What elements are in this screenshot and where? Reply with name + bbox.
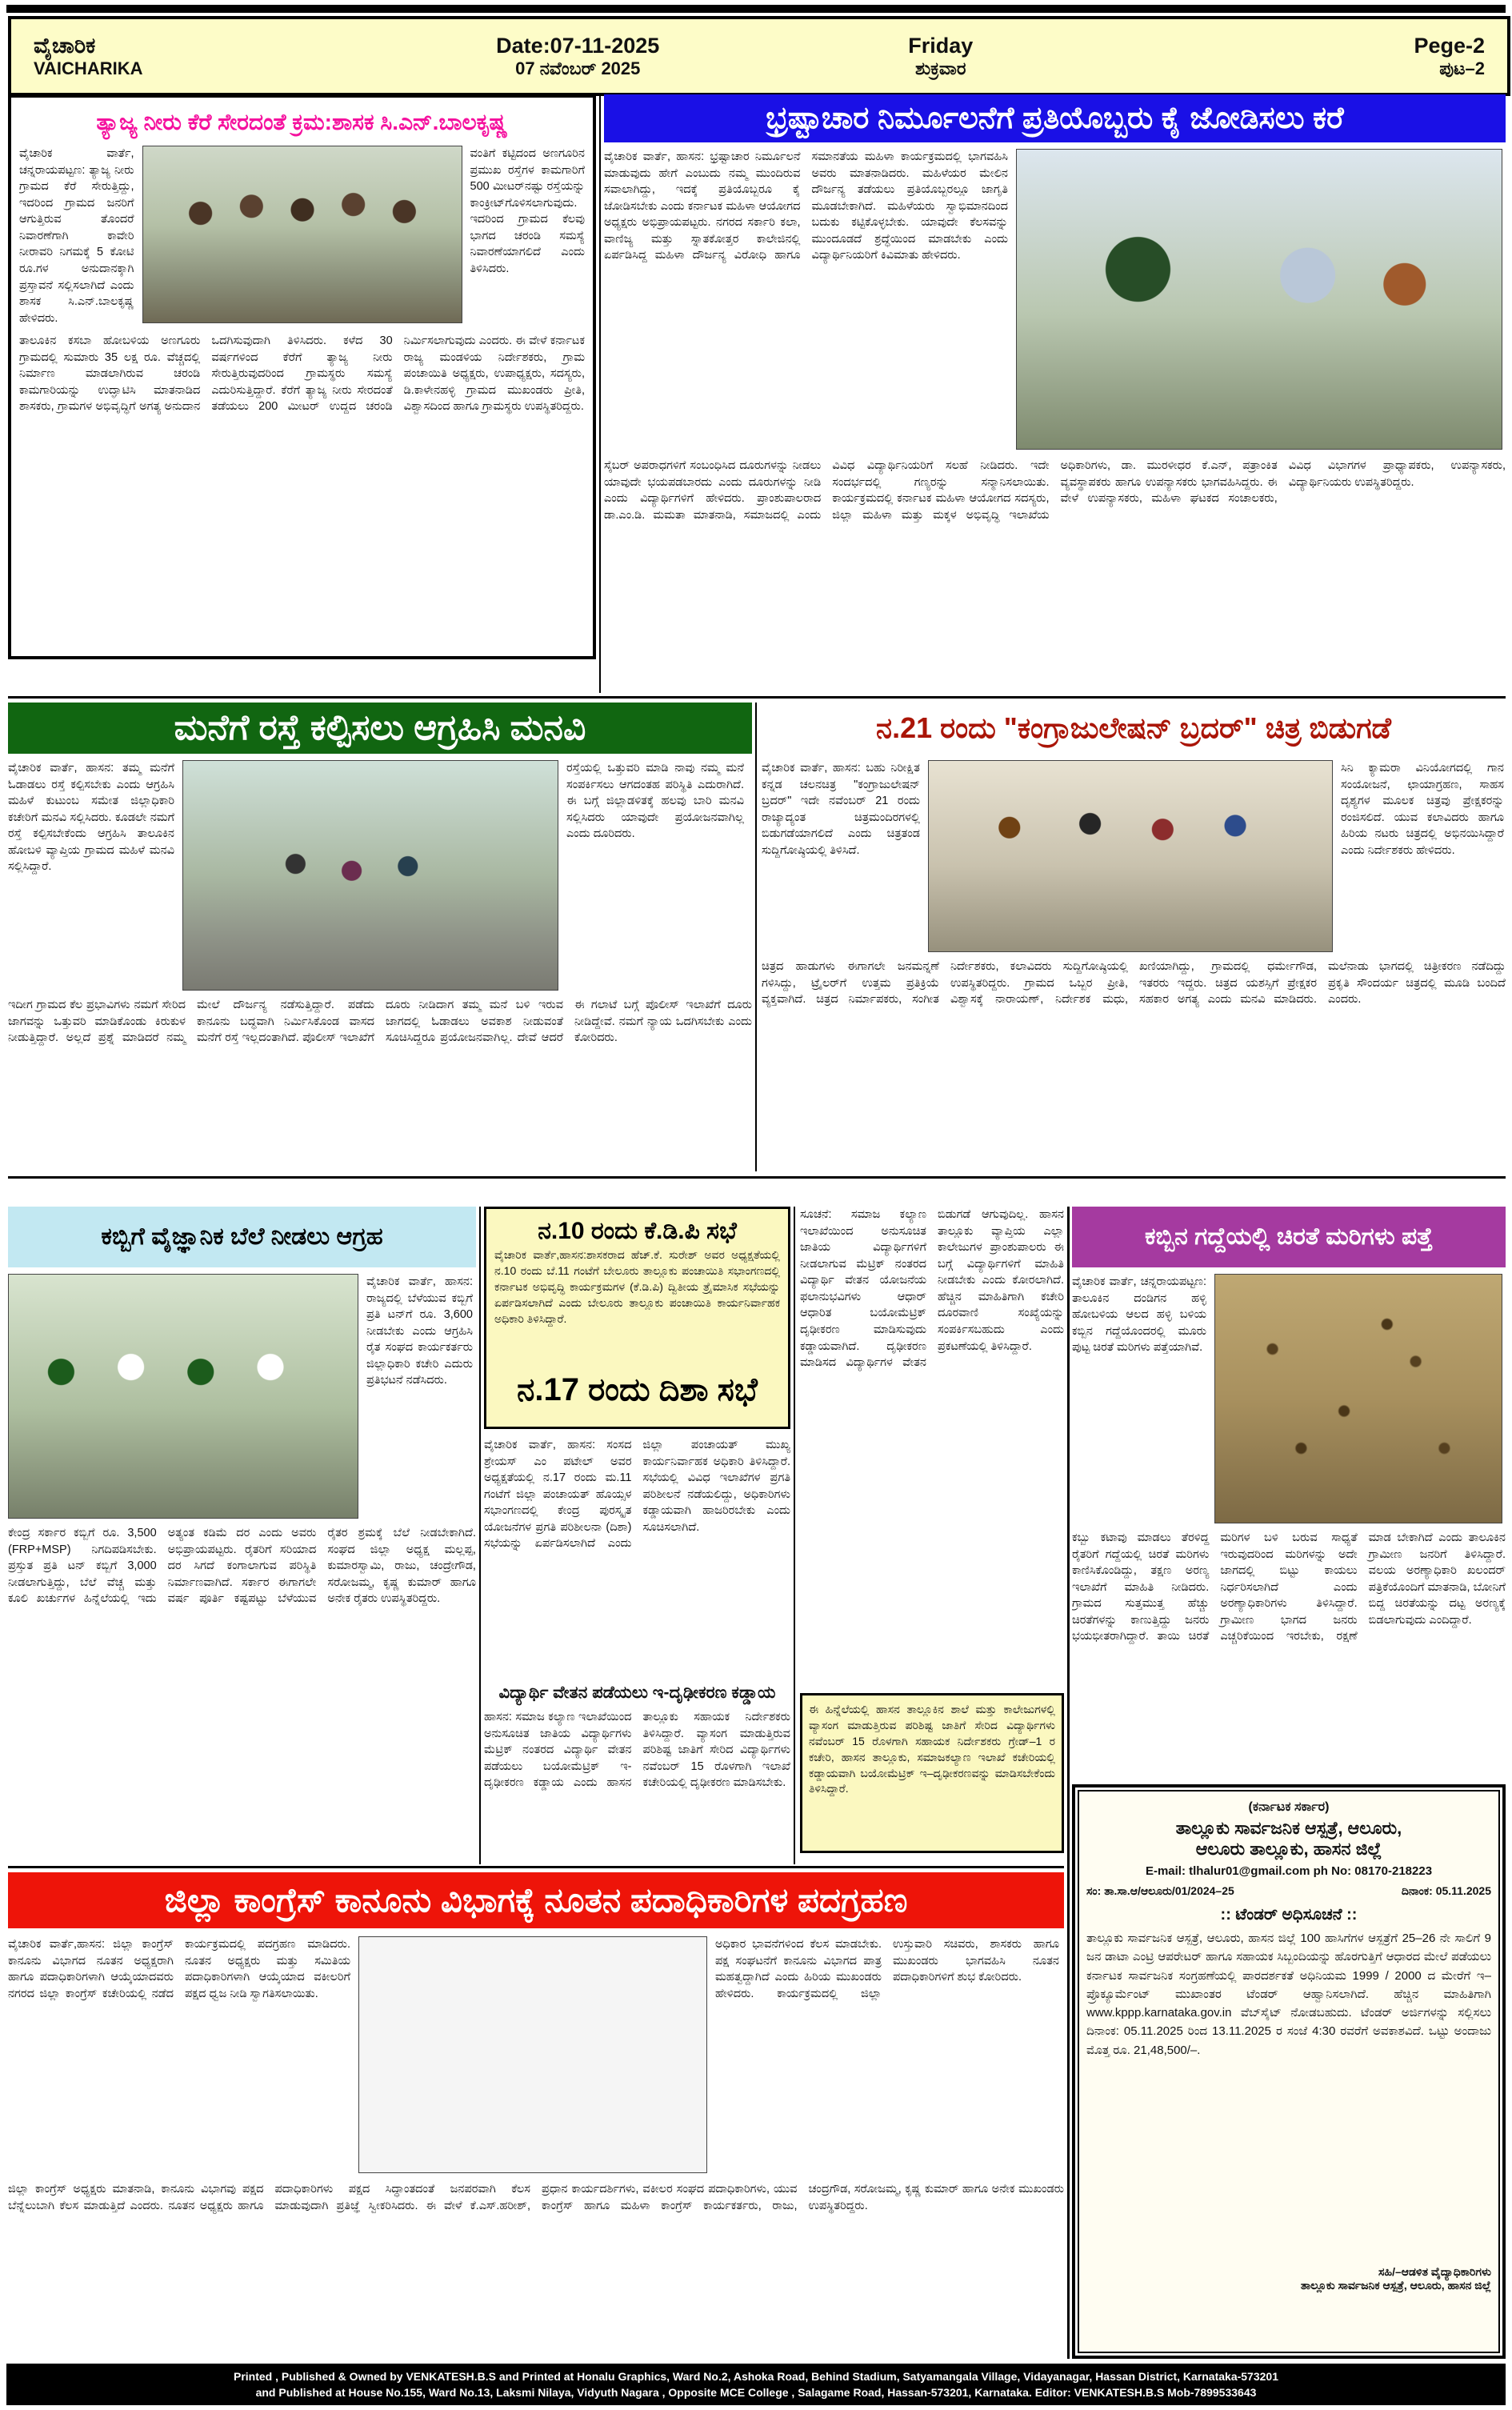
disha-meeting-body: ವೈಚಾರಿಕ ವಾರ್ತೆ, ಹಾಸನ: ಸಂಸದ ಶ್ರೇಯಸ್ ಎಂ ಪಟೇಲ್ ಅವರ ಅಧ್ಯಕ್ಷತೆಯಲ್ಲಿ ನ.17 ರಂದು ಮ.11 ಗಂಟೆಗೆ ಜಿಲ್ಲಾ ಪಂಚಾಯತ್ ಹೊಯ್ಸಳ ಸಭಾಂಗಣದಲ್ಲಿ ಕೇಂದ್ರ ಪುರಸ್ಕೃತ ಯೋಜನೆಗಳ ಪ್ರಗತಿ ಪರಿಶೀಲನಾ (ದಿಶಾ) ಸಭೆಯನ್ನು ಏರ್ಪಡಿಸಲಾಗಿದೆ ಎಂದು ಜಿಲ್ಲಾ ಪಂಚಾಯತ್ ಮುಖ್ಯ ಕಾರ್ಯನಿರ್ವಾಹಕ ಅಧಿಕಾರಿ ತಿಳಿಸಿದ್ದಾರೆ. ಸಭೆಯಲ್ಲಿ ವಿವಿಧ ಇಲಾಖೆಗಳ ಪ್ರಗತಿ ಪರಿಶೀಲನೆ ನಡೆಯಲಿದ್ದು, ಅಧಿಕಾರಿಗಳು ಕಡ್ಡಾಯವಾಗಿ ಹಾಜರಿರಬೇಕು ಎಂದು ಸೂಚಿಸಲಾಗಿದೆ. — [484, 1439, 790, 1551]
tender-date: ದಿನಾಂಕ: 05.11.2025 — [1401, 1884, 1491, 1897]
imprint-line-2: and Published at House No.155, Ward No.13, Laksmi Nilaya, Vidyuth Nagara , Opposite MCE College , Salagame Road, Hassan-573201, Karnataka. Editor: VENKATESH.B.S Mob-7899533643 — [255, 2386, 1257, 2399]
top-rule — [6, 5, 1506, 13]
pagenum-kannada: ಪುಟ–2 — [1439, 58, 1485, 78]
article-corruption-body: ಸೈಬರ್ ಅಪರಾಧಗಳಿಗೆ ಸಂಬಂಧಿಸಿದ ದೂರುಗಳನ್ನು ನೀಡಲು ಯಾವುದೇ ಭಯಪಡಬಾರದು ಎಂದು ದೂರುಗಳನ್ನು ನೀಡಿ ಎಂದು ವಿದ್ಯಾರ್ಥಿಗಳಿಗೆ ಹೇಳಿದರು. ಪ್ರಾಂಶುಪಾಲರಾದ ಡಾ.ಎಂ.ಡಿ. ಮಮತಾ ಮಾತನಾಡಿ, ಸಮಾಜದಲ್ಲಿ ಎಂದು ವಿವಿಧ ವಿದ್ಯಾರ್ಥಿನಿಯರಿಗೆ ಸಲಹೆ ನೀಡಿದರು. ಇದೇ ಸಂದರ್ಭದಲ್ಲಿ ಗಣ್ಯರನ್ನು ಸನ್ಮಾನಿಸಲಾಯಿತು. ಕಾರ್ಯಕ್ರಮದಲ್ಲಿ ಕರ್ನಾಟಕ ಮಹಿಳಾ ಆಯೋಗದ ಸದಸ್ಯರು, ಜಿಲ್ಲಾ ಮಹಿಳಾ ಮತ್ತು ಮಕ್ಕಳ ಅಭಿವೃದ್ಧಿ ಇಲಾಖೆಯ ಅಧಿಕಾರಿಗಳು, ಡಾ. ಮುರಳೀಧರ ಕೆ.ಎನ್, ಪತ್ರಾಂಕಿತ ವ್ಯವಸ್ಥಾಪಕರು ಹಾಗೂ ಉಪನ್ಯಾಸಕರು ಭಾಗವಹಿಸಿದ್ದರು. ಈ ವೇಳೆ ಉಪನ್ಯಾಸಕರು, ಮಹಿಳಾ ಘಟಕದ ಸಂಚಾಲಕರು, ವಿವಿಧ ವಿಭಾಗಗಳ ಪ್ರಾಧ್ಯಾಪಕರು, ಉಪನ್ಯಾಸಕರು, ವಿದ್ಯಾರ್ಥಿನಿಯರು ಉಪಸ್ಥಿತರಿದ್ದರು. — [604, 459, 1506, 522]
pagenum-english: Pege-2 — [1414, 33, 1485, 58]
masthead-pagenum — [1122, 34, 1508, 78]
article-movie-release-body: ಚಿತ್ರದ ಹಾಡುಗಳು ಈಗಾಗಲೇ ಜನಮನ್ನಣೆ ಗಳಿಸಿದ್ದು, ಟ್ರೈಲರ್‌ಗೆ ಉತ್ತಮ ಪ್ರತಿಕ್ರಿಯೆ ವ್ಯಕ್ತವಾಗಿದೆ. ಚಿತ್ರದ ನಿರ್ಮಾಪಕರು, ಸಂಗೀತ ನಿರ್ದೇಶಕರು, ಕಲಾವಿದರು ಸುದ್ದಿಗೋಷ್ಠಿಯಲ್ಲಿ ಉಪಸ್ಥಿತರಿದ್ದರು. ಗ್ರಾಮದ ಒಬ್ಬರ ಪ್ರೀತಿ, ವಿಶ್ವಾಸಕ್ಕೆ ನಾರಾಯಣ್, ನಿರ್ದೇಶಕ ಮಧು, ಖಣಿಯಾಗಿದ್ದು, ಗ್ರಾಮದಲ್ಲಿ ಧರ್ಮೇಗೌಡ, ಇತರರು ಇದ್ದರು. ಚಿತ್ರದ ಯಶಸ್ಸಿಗೆ ಪ್ರೇಕ್ಷಕರ ಸಹಕಾರ ಅಗತ್ಯ ಎಂದು ಮನವಿ ಮಾಡಿದರು. ಮಲೆನಾಡು ಭಾಗದಲ್ಲಿ ಚಿತ್ರೀಕರಣ ನಡೆದಿದ್ದು ಪ್ರಕೃತಿ ಸೌಂದರ್ಯ ಚಿತ್ರದಲ್ಲಿ ಮೂಡಿ ಬಂದಿದೆ ಎಂದರು. — [762, 960, 1506, 1007]
article-scholarship-cont — [800, 1207, 1064, 1864]
date-english: Date:07-11-2025 — [496, 33, 660, 58]
kdp-meeting-headline: ನ.10 ರಂದು ಕೆ.ಡಿ.ಪಿ ಸಭೆ — [538, 1218, 737, 1244]
tender-signature-2: ತಾಲ್ಲೂಕು ಸಾರ್ವಜನಿಕ ಆಸ್ಪತ್ರೆ, ಆಲೂರು, ಹಾಸನ ಜಿಲ್ಲೆ — [1300, 2279, 1491, 2292]
notice-kdp-disha-box — [484, 1207, 790, 1429]
tender-body: ತಾಲ್ಲೂಕು ಸಾರ್ವಜನಿಕ ಆಸ್ಪತ್ರೆ, ಆಲೂರು, ಹಾಸನ ಜಿಲ್ಲೆ 100 ಹಾಸಿಗೆಗಳ ಆಸ್ಪತ್ರೆಗೆ 25–26 ನೇ ಸಾಲಿಗೆ 9 ಜನ ಡಾಟಾ ಎಂಟ್ರಿ ಆಪರೇಟರ್ ಹಾಗೂ ಸಹಾಯಕ ಸಿಬ್ಬಂದಿಯನ್ನು ಹೊರಗುತ್ತಿಗೆ ಆಧಾರದ ಮೇಲೆ ಪಡೆಯಲು ಕರ್ನಾಟಕ ಸಾರ್ವಜನಿಕ ಸಂಗ್ರಹಣೆಯಲ್ಲಿ ಪಾರದರ್ಶಕತೆ ಅಧಿನಿಯಮ 1999 / 2000 ದ ಮೇರೆಗೆ ಇ–ಪ್ರೊಕ್ಯೂರ್ಮೆಂಟ್ ಮುಖಾಂತರ ಟೆಂಡರ್ ಆಹ್ವಾನಿಸಲಾಗಿದೆ. ಹೆಚ್ಚಿನ ಮಾಹಿತಿಗಾಗಿ www.kppp.karnataka.gov.in ವೆಬ್‌ಸೈಟ್ ನೋಡಬಹುದು. ಟೆಂಡರ್ ಅರ್ಜಿಗಳನ್ನು ಸಲ್ಲಿಸಲು ದಿನಾಂಕ: 05.11.2025 ರಿಂದ 13.11.2025 ರ ಸಂಜೆ 4:30 ರವರೆಗೆ ಅವಕಾಶವಿದೆ. ಒಟ್ಟು ಅಂದಾಜು ಮೊತ್ತ ರೂ. 21,48,500/–. — [1086, 1932, 1491, 2057]
article-movie-release-headline: ನ.21 ರಂದು "ಕಂಗ್ರಾಜುಲೇಷನ್ ಬ್ರದರ್" ಚಿತ್ರ ಬಿಡುಗಡೆ — [762, 703, 1506, 754]
tender-title: :: ಟೆಂಡರ್ ಅಧಿಸೂಚನೆ :: — [1220, 1906, 1358, 1924]
article-leopard-lead: ವೈಚಾರಿಕ ವಾರ್ತೆ, ಚನ್ನರಾಯಪಟ್ಟಣ: ತಾಲೂಕಿನ ದಂಡಿಗನ ಹಳ್ಳಿ ಹೋಬಳಿಯ ಆಲದ ಹಳ್ಳಿ ಬಳಿಯ ಕಬ್ಬಿನ ಗದ್ದೆಯೊಂದರಲ್ಲಿ ಮೂರು ಪುಟ್ಟ ಚಿರತೆ ಮರಿಗಳು ಪತ್ತೆಯಾಗಿವೆ. — [1072, 1275, 1206, 1355]
photo-flag-handover — [358, 1936, 707, 2173]
tender-signature-1: ಸಹಿ/–ಆಡಳಿತ ವೈದ್ಯಾಧಿಕಾರಿಗಳು — [1378, 2265, 1491, 2278]
scholarship-cont-body: ಸೂಚನೆ: ಸಮಾಜ ಕಲ್ಯಾಣ ಇಲಾಖೆಯಿಂದ ಅನುಸೂಚಿತ ಜಾತಿಯ ವಿದ್ಯಾರ್ಥಿಗಳಿಗೆ ನೀಡಲಾಗುವ ಮೆಟ್ರಿಕ್ ನಂತರದ ವಿದ್ಯಾರ್ಥಿ ವೇತನ ಯೋಜನೆಯ ಫಲಾನುಭವಿಗಳು ಆಧಾರ್ ಆಧಾರಿತ ಬಯೋಮೆಟ್ರಿಕ್ ದೃಢೀಕರಣ ಮಾಡಿಸುವುದು ಕಡ್ಡಾಯವಾಗಿದೆ. ದೃಢೀಕರಣ ಮಾಡಿಸದ ವಿದ್ಯಾರ್ಥಿಗಳ ವೇತನ ಬಿಡುಗಡೆ ಆಗುವುದಿಲ್ಲ. ಹಾಸನ ತಾಲ್ಲೂಕು ವ್ಯಾಪ್ತಿಯ ಎಲ್ಲಾ ಕಾಲೇಜುಗಳ ಪ್ರಾಂಶುಪಾಲರು ಈ ಬಗ್ಗೆ ವಿದ್ಯಾರ್ಥಿಗಳಿಗೆ ಮಾಹಿತಿ ನೀಡಬೇಕು ಎಂದು ಕೋರಲಾಗಿದೆ. ಹೆಚ್ಚಿನ ಮಾಹಿತಿಗಾಗಿ ಕಚೇರಿ ದೂರವಾಣಿ ಸಂಖ್ಯೆಯನ್ನು ಸಂಪರ್ಕಿಸಬಹುದು ಎಂದು ಪ್ರಕಟಣೆಯಲ್ಲಿ ತಿಳಿಸಿದ್ದಾರೆ. — [800, 1208, 1064, 1370]
imprint-line-1: Printed , Published & Owned by VENKATESH.B.S and Printed at Honalu Graphics, Ward No.2, Ashoka Road, Behind Stadium, Satyamangala Village, Vidayanagar, Hassan District, Karnataka-573201 — [234, 2370, 1278, 2383]
article-road-request-col-left: ವೈಚಾರಿಕ ವಾರ್ತೆ, ಹಾಸನ: ತಮ್ಮ ಮನೆಗೆ ಓಡಾಡಲು ರಸ್ತೆ ಕಲ್ಪಿಸಬೇಕು ಎಂದು ಆಗ್ರಹಿಸಿ ಮಹಿಳೆ ಕುಟುಂಬ ಸಮೇತ ಜಿಲ್ಲಾಧಿಕಾರಿ ಕಚೇರಿಗೆ ಮನವಿ ಸಲ್ಲಿಸಿದರು. ಕೂಡಲೇ ನಮಗೆ ರಸ್ತೆ ಕಲ್ಪಿಸಬೇಕೆಂದು ಆಗ್ರಹಿಸಿ ತಾಲೂಕಿನ ಹೋಬಳಿ ವ್ಯಾಪ್ತಿಯ ಗ್ರಾಮದ ಮಹಿಳೆ ಮನವಿ ಸಲ್ಲಿಸಿದ್ದಾರೆ. — [8, 762, 174, 874]
article-leopard-headline: ಕಬ್ಬಿನ ಗದ್ದೆಯಲ್ಲಿ ಚಿರತೆ ಮರಿಗಳು ಪತ್ತೆ — [1072, 1207, 1506, 1267]
scholarship-highlight-box: ಈ ಹಿನ್ನೆಲೆಯಲ್ಲಿ ಹಾಸನ ತಾಲ್ಲೂಕಿನ ಶಾಲೆ ಮತ್ತು ಕಾಲೇಜುಗಳಲ್ಲಿ ವ್ಯಾಸಂಗ ಮಾಡುತ್ತಿರುವ ಪರಿಶಿಷ್ಟ ಜಾತಿಗೆ ಸೇರಿದ ವಿದ್ಯಾರ್ಥಿಗಳು ನವೆಂಬರ್ 15 ರೊಳಗಾಗಿ ಸಹಾಯಕ ನಿರ್ದೇಶಕರು ಗ್ರೇಡ್–1 ರ ಕಚೇರಿ, ಹಾಸನ ತಾಲ್ಲೂಕು, ಸಮಾಜಕಲ್ಯಾಣ ಇಲಾಖೆ ಕಚೇರಿಯಲ್ಲಿ ಕಡ್ಡಾಯವಾಗಿ ಬಯೋಮೆಟ್ರಿಕ್ ಇ–ದೃಢೀಕರಣವನ್ನು ಮಾಡಿಸಬೇಕೆಂದು ತಿಳಿಸಿದ್ದಾರೆ. — [800, 1693, 1064, 1853]
article-movie-release — [762, 703, 1506, 1171]
article-sugarcane — [8, 1207, 476, 1864]
column-divider — [1067, 1207, 1070, 2359]
article-road-request-headline: ಮನೆಗೆ ರಸ್ತೆ ಕಲ್ಪಿಸಲು ಆಗ್ರಹಿಸಿ ಮನವಿ — [8, 703, 752, 754]
kdp-meeting-body: ವೈಚಾರಿಕ ವಾರ್ತೆ,ಹಾಸನ:ಶಾಸಕರಾದ ಹೆಚ್.ಕೆ. ಸುರೇಶ್ ಅವರ ಅಧ್ಯಕ್ಷತೆಯಲ್ಲಿ ನ.10 ರಂದು ಬೆ.11 ಗಂಟೆಗೆ ಬೇಲೂರು ತಾಲ್ಲೂಕು ಪಂಚಾಯಿತಿ ಸಭಾಂಗಣದಲ್ಲಿ ಕರ್ನಾಟಕ ಅಭಿವೃದ್ಧಿ ಕಾರ್ಯಕ್ರಮಗಳ (ಕೆ.ಡಿ.ಪಿ) ದ್ವಿತೀಯ ತ್ರೈಮಾಸಿಕ ಸಭೆಯನ್ನು ಏರ್ಪಡಿಸಲಾಗಿದೆ ಎಂದು ಬೇಲೂರು ತಾಲ್ಲೂಕು ಪಂಚಾಯಿತಿ ಕಾರ್ಯನಿರ್ವಾಹಕ ಅಧಿಕಾರಿ ತಿಳಿಸಿದ್ದಾರೆ. — [494, 1248, 780, 1325]
day-kannada: ಶುಕ್ರವಾರ — [915, 58, 966, 78]
article-congress-col-left: ವೈಚಾರಿಕ ವಾರ್ತೆ,ಹಾಸನ: ಜಿಲ್ಲಾ ಕಾಂಗ್ರೆಸ್ ಕಾನೂನು ವಿಭಾಗದ ನೂತನ ಅಧ್ಯಕ್ಷರಾಗಿ ಹಾಗೂ ಪದಾಧಿಕಾರಿಗಳಾಗಿ ಆಯ್ಕೆಯಾದವರು ನಗರದ ಜಿಲ್ಲಾ ಕಾಂಗ್ರೆಸ್ ಕಚೇರಿಯಲ್ಲಿ ನಡೆದ ಕಾರ್ಯಕ್ರಮದಲ್ಲಿ ಪದಗ್ರಹಣ ಮಾಡಿದರು. ನೂತನ ಅಧ್ಯಕ್ಷರು ಮತ್ತು ಸಮಿತಿಯ ಪದಾಧಿಕಾರಿಗಳಾಗಿ ಆಯ್ಕೆಯಾದ ವಕೀಲರಿಗೆ ಪಕ್ಷದ ಧ್ವಜ ನೀಡಿ ಸ್ವಾಗತಿಸಲಾಯಿತು. — [8, 1938, 350, 2000]
article-road-request-body: ಇದೀಗ ಗ್ರಾಮದ ಕೆಲ ಪ್ರಭಾವಿಗಳು ನಮಗೆ ಸೇರಿದ ಜಾಗವನ್ನು ಒತ್ತುವರಿ ಮಾಡಿಕೊಂಡು ಕಿರುಕುಳ ನೀಡುತ್ತಿದ್ದಾರೆ. ಅಲ್ಲದೆ ಪ್ರಶ್ನೆ ಮಾಡಿದರೆ ನಮ್ಮ ಮೇಲೆ ದೌರ್ಜನ್ಯ ನಡೆಸುತ್ತಿದ್ದಾರೆ. ಪಡೆದು ಕಾನೂನು ಬದ್ಧವಾಗಿ ನಿರ್ಮಿಸಿಕೊಂಡ ವಾಸದ ಮನೆಗೆ ರಸ್ತೆ ಇಲ್ಲದಂತಾಗಿದೆ. ಪೊಲೀಸ್ ಇಲಾಖೆಗೆ ದೂರು ನೀಡಿದಾಗ ತಮ್ಮ ಮನೆ ಬಳಿ ಇರುವ ಜಾಗದಲ್ಲಿ ಓಡಾಡಲು ಅವಕಾಶ ನೀಡುವಂತೆ ಸೂಚಿಸಿದ್ದರೂ ಪ್ರಯೋಜನವಾಗಿಲ್ಲ. ದೇವೆ ಆದರೆ ಈ ಗಲಾಟೆ ಬಗ್ಗೆ ಪೊಲೀಸ್ ಇಲಾಖೆಗೆ ದೂರು ನೀಡಿದ್ದೇವೆ. ನಮಗೆ ನ್ಯಾಯ ಒದಗಿಸಬೇಕು ಎಂದು ಕೋರಿದರು. — [8, 999, 752, 1045]
tender-notice-box — [1072, 1784, 1506, 2359]
section-divider — [8, 696, 1506, 699]
tender-office-line2: ಆಲೂರು ತಾಲ್ಲೂಕು, ಹಾಸನ ಜಿಲ್ಲೆ — [1195, 1839, 1382, 1859]
article-road-request — [8, 703, 752, 1171]
section-divider — [8, 1176, 1506, 1179]
article-waste-water-body: ತಾಲೂಕಿನ ಕಸಬಾ ಹೋಬಳಿಯ ಅಣಗೂರು ಗ್ರಾಮದಲ್ಲಿ ಸುಮಾರು 35 ಲಕ್ಷ ರೂ. ವೆಚ್ಚದಲ್ಲಿ ನಿರ್ಮಾಣ ಮಾಡಲಾಗಿರುವ ಚರಂಡಿ ಕಾಮಗಾರಿಯನ್ನು ಉದ್ಘಾಟಿಸಿ ಮಾತನಾಡಿದ ಶಾಸಕರು, ಗ್ರಾಮಗಳ ಅಭಿವೃದ್ಧಿಗೆ ಅಗತ್ಯ ಅನುದಾನ ಒದಗಿಸುವುದಾಗಿ ತಿಳಿಸಿದರು. ಕಳೆದ 30 ವರ್ಷಗಳಿಂದ ಕೆರೆಗೆ ತ್ಯಾಜ್ಯ ನೀರು ಸೇರುತ್ತಿರುವುದರಿಂದ ಗ್ರಾಮಸ್ಥರು ಸಮಸ್ಯೆ ಎದುರಿಸುತ್ತಿದ್ದಾರೆ. ಕೆರೆಗೆ ತ್ಯಾಜ್ಯ ನೀರು ಸೇರದಂತೆ ತಡೆಯಲು 200 ಮೀಟರ್ ಉದ್ದದ ಚರಂಡಿ ನಿರ್ಮಿಸಲಾಗುವುದು ಎಂದರು. ಈ ವೇಳೆ ಕರ್ನಾಟಕ ರಾಜ್ಯ ಮಂಡಳಿಯ ನಿರ್ದೇಶಕರು, ಗ್ರಾಮ ಪಂಚಾಯಿತಿ ಅಧ್ಯಕ್ಷರು, ಉಪಾಧ್ಯಕ್ಷರು, ಸದಸ್ಯರು, ಡಿ.ಕಾಳೇನಹಳ್ಳಿ ಗ್ರಾಮದ ಮುಖಂಡರು ಪ್ರೀತಿ, ವಿಶ್ವಾಸದಿಂದ ಹಾಗೂ ಗ್ರಾಮಸ್ಥರು ಉಪಸ್ಥಿತರಿದ್ದರು. — [19, 334, 585, 414]
article-corruption — [604, 94, 1506, 693]
photo-leopard-cubs — [1214, 1274, 1502, 1523]
masthead-title — [11, 34, 397, 78]
article-sugarcane-body: ಕೇಂದ್ರ ಸರ್ಕಾರ ಕಬ್ಬಿಗೆ ರೂ. 3,500 (FRP+MSP) ನಿಗದಿಪಡಿಸಬೇಕು. ಪ್ರಸ್ತುತ ಪ್ರತಿ ಟನ್ ಕಬ್ಬಿಗೆ 3,000 ನೀಡಲಾಗುತ್ತಿದ್ದು, ಬೆಲೆ ವೆಚ್ಚ ಮತ್ತು ಕೂಲಿ ಖರ್ಚುಗಳ ಹಿನ್ನೆಲೆಯಲ್ಲಿ ಇದು ಅತ್ಯಂತ ಕಡಿಮೆ ದರ ಎಂದು ಅವರು ಅಭಿಪ್ರಾಯಪಟ್ಟರು. ರೈತರಿಗೆ ಸರಿಯಾದ ದರ ಸಿಗದೆ ಕಂಗಾಲಾಗುವ ಪರಿಸ್ಥಿತಿ ನಿರ್ಮಾಣವಾಗಿದೆ. ಸರ್ಕಾರ ಈಗಾಗಲೇ ವರ್ಷ ಪೂರ್ತಿ ಕಷ್ಟಪಟ್ಟು ಬೆಳೆಯುವ ರೈತರ ಶ್ರಮಕ್ಕೆ ಬೆಲೆ ನೀಡಬೇಕಾಗಿದೆ. ಸಂಘದ ಜಿಲ್ಲಾ ಅಧ್ಯಕ್ಷ ಮಲ್ಲಪ್ಪ, ಕುಮಾರಸ್ವಾಮಿ, ರಾಜು, ಚಂದ್ರೇಗೌಡ, ಸರೋಜಮ್ಮ, ಕೃಷ್ಣ ಕುಮಾರ್ ಹಾಗೂ ಅನೇಕ ರೈತರು ಉಪಸ್ಥಿತರಿದ್ದರು. — [8, 1527, 476, 1606]
article-sugarcane-headline: ಕಬ್ಬಿಗೆ ವೈಜ್ಞಾನಿಕ ಬೆಲೆ ನೀಡಲು ಆಗ್ರಹ — [8, 1207, 476, 1267]
article-congress-body: ಜಿಲ್ಲಾ ಕಾಂಗ್ರೆಸ್ ಅಧ್ಯಕ್ಷರು ಮಾತನಾಡಿ, ಕಾನೂನು ವಿಭಾಗವು ಪಕ್ಷದ ಬೆನ್ನೆಲುಬಾಗಿ ಕೆಲಸ ಮಾಡುತ್ತಿದೆ ಎಂದರು. ನೂತನ ಅಧ್ಯಕ್ಷರು ಹಾಗೂ ಪದಾಧಿಕಾರಿಗಳು ಪಕ್ಷದ ಸಿದ್ಧಾಂತದಂತೆ ಜನಪರವಾಗಿ ಕೆಲಸ ಮಾಡುವುದಾಗಿ ಪ್ರತಿಜ್ಞೆ ಸ್ವೀಕರಿಸಿದರು. ಈ ವೇಳೆ ಕೆ.ಎಸ್.ಹರೀಶ್, ಪ್ರಧಾನ ಕಾರ್ಯದರ್ಶಿಗಳು, ವಕೀಲರ ಸಂಘದ ಪದಾಧಿಕಾರಿಗಳು, ಯುವ ಕಾಂಗ್ರೆಸ್ ಹಾಗೂ ಮಹಿಳಾ ಕಾಂಗ್ರೆಸ್ ಕಾರ್ಯಕರ್ತರು, ರಾಜು, ಚಂದ್ರಗೌಡ, ಸರೋಜಮ್ಮ, ಕೃಷ್ಣ ಕುಮಾರ್ ಹಾಗೂ ಅನೇಕ ಮುಖಂಡರು ಉಪಸ್ಥಿತರಿದ್ದರು. — [8, 2183, 1064, 2212]
day-english: Friday — [908, 33, 974, 58]
article-corruption-headline: ಭ್ರಷ್ಟಾಚಾರ ನಿರ್ಮೂಲನೆಗೆ ಪ್ರತಿಯೊಬ್ಬರು ಕೈ ಜೋಡಿಸಲು ಕರೆ — [604, 94, 1506, 142]
column-divider — [479, 1207, 481, 1864]
article-sugarcane-lead: ವೈಚಾರಿಕ ವಾರ್ತೆ, ಹಾಸನ: ರಾಜ್ಯದಲ್ಲಿ ಬೆಳೆಯುವ ಕಬ್ಬಿಗೆ ಪ್ರತಿ ಟನ್‌ಗೆ ರೂ. 3,600 ನೀಡಬೇಕು ಎಂದು ಆಗ್ರಹಿಸಿ ರೈತ ಸಂಘದ ಕಾರ್ಯಕರ್ತರು ಜಿಲ್ಲಾಧಿಕಾರಿ ಕಚೇರಿ ಎದುರು ಪ್ರತಿಭಟನೆ ನಡೆಸಿದರು. — [366, 1275, 473, 1387]
article-leopard-body: ಕಬ್ಬು ಕಟಾವು ಮಾಡಲು ತೆರಳಿದ್ದ ರೈತರಿಗೆ ಗದ್ದೆಯಲ್ಲಿ ಚಿರತೆ ಮರಿಗಳು ಕಾಣಿಸಿಕೊಂಡಿದ್ದು, ತಕ್ಷಣ ಅರಣ್ಯ ಇಲಾಖೆಗೆ ಮಾಹಿತಿ ನೀಡಿದರು. ಗ್ರಾಮದ ಸುತ್ತಮುತ್ತ ಹೆಚ್ಚು ಚಿರತೆಗಳನ್ನು ಕಾಣುತ್ತಿದ್ದು ಜನರು ಭಯಭೀತರಾಗಿದ್ದಾರೆ. ತಾಯಿ ಚಿರತೆ ಮರಿಗಳ ಬಳಿ ಬರುವ ಸಾಧ್ಯತೆ ಇರುವುದರಿಂದ ಮರಿಗಳನ್ನು ಅದೇ ಜಾಗದಲ್ಲಿ ಬಿಟ್ಟು ಕಾಯಲು ನಿರ್ಧರಿಸಲಾಗಿದೆ ಎಂದು ಅರಣ್ಯಾಧಿಕಾರಿಗಳು ತಿಳಿಸಿದ್ದಾರೆ. ಗ್ರಾಮೀಣ ಭಾಗದ ಜನರು ಎಚ್ಚರಿಕೆಯಿಂದ ಇರಬೇಕು, ರಕ್ಷಣೆ ಮಾಡ ಬೇಕಾಗಿದೆ ಎಂದು ತಾಲೂಕಿನ ಗ್ರಾಮೀಣ ಜನರಿಗೆ ತಿಳಿಸಿದ್ದಾರೆ. ವಲಯ ಅರಣ್ಯಾಧಿಕಾರಿ ಖಲಂದರ್ ಪತ್ರಿಕೆಯೊಂದಿಗೆ ಮಾತನಾಡಿ, ಬೋನಿಗೆ ಬಿದ್ದ ಚಿರತೆಯನ್ನು ದಟ್ಟ ಅರಣ್ಯಕ್ಕೆ ಬಿಡಲಾಗುವುದು ಎಂದಿದ್ದಾರೆ. — [1072, 1531, 1506, 1643]
imprint-footer — [6, 2364, 1506, 2405]
tender-office-line1: ತಾಲ್ಲೂಕು ಸಾರ್ವಜನಿಕ ಆಸ್ಪತ್ರೆ, ಆಲೂರು, — [1175, 1818, 1402, 1838]
section-divider — [8, 1866, 1064, 1868]
column-divider — [599, 94, 601, 693]
article-congress-headline: ಜಿಲ್ಲಾ ಕಾಂಗ್ರೆಸ್ ಕಾನೂನು ವಿಭಾಗಕ್ಕೆ ನೂತನ ಪದಾಧಿಕಾರಿಗಳ ಪದಗ್ರಹಣ — [8, 1872, 1064, 1928]
article-congress-col-right: ಅಧಿಕಾರ ಭಾವನೆಗಳಿಂದ ಕೆಲಸ ಮಾಡಬೇಕು. ಪಕ್ಷ ಸಂಘಟನೆಗೆ ಕಾನೂನು ವಿಭಾಗದ ಪಾತ್ರ ಮಹತ್ವದ್ದಾಗಿದೆ ಎಂದು ಹಿರಿಯ ಮುಖಂಡರು ಹೇಳಿದರು. ಕಾರ್ಯಕ್ರಮದಲ್ಲಿ ಜಿಲ್ಲಾ ಉಸ್ತುವಾರಿ ಸಚಿವರು, ಶಾಸಕರು ಹಾಗೂ ಮುಖಂಡರು ಭಾಗವಹಿಸಿ ನೂತನ ಪದಾಧಿಕಾರಿಗಳಿಗೆ ಶುಭ ಕೋರಿದರು. — [715, 1938, 1059, 2000]
masthead — [8, 16, 1510, 96]
masthead-date — [397, 34, 760, 78]
photo-farmers-protest — [8, 1274, 358, 1519]
article-movie-release-col-left: ವೈಚಾರಿಕ ವಾರ್ತೆ, ಹಾಸನ: ಬಹು ನಿರೀಕ್ಷಿತ ಕನ್ನಡ ಚಲನಚಿತ್ರ "ಕಂಗ್ರಾಜುಲೇಷನ್ ಬ್ರದರ್" ಇದೇ ನವೆಂಬರ್ 21 ರಂದು ರಾಜ್ಯಾದ್ಯಂತ ಚಿತ್ರಮಂದಿರಗಳಲ್ಲಿ ಬಿಡುಗಡೆಯಾಗಲಿದೆ ಎಂದು ಚಿತ್ರತಂಡ ಸುದ್ದಿಗೋಷ್ಠಿಯಲ್ಲಿ ತಿಳಿಸಿದೆ. — [762, 762, 920, 857]
scholarship-subhead: ವಿದ್ಯಾರ್ಥಿ ವೇತನ ಪಡೆಯಲು ಇ-ದೃಢೀಕರಣ ಕಡ್ಡಾಯ — [498, 1683, 776, 1702]
column-divider — [755, 703, 757, 1171]
masthead-title-kannada: ವೈಚಾರಿಕ — [34, 33, 96, 58]
photo-ribbon-cutting — [142, 146, 462, 323]
masthead-title-english: VAICHARIKA — [34, 58, 143, 78]
article-movie-release-col-right: ಸಿನಿ ಕ್ಯಾಮರಾ ವಿನಿಯೋಗದಲ್ಲಿ ಗಾನ ಸಂಯೋಜನೆ, ಛಾಯಾಗ್ರಹಣ, ಸಾಹಸ ದೃಶ್ಯಗಳ ಮೂಲಕ ಚಿತ್ರವು ಪ್ರೇಕ್ಷಕರನ್ನು ರಂಜಿಸಲಿದೆ. ಯುವ ಕಲಾವಿದರು ಹಾಗೂ ಹಿರಿಯ ನಟರು ಚಿತ್ರದಲ್ಲಿ ಅಭಿನಯಿಸಿದ್ದಾರೆ ಎಂದು ನಿರ್ದೇಶಕರು ಹೇಳಿದರು. — [1341, 762, 1504, 857]
disha-meeting-headline: ನ.17 ರಂದು ದಿಶಾ ಸಭೆ — [517, 1371, 758, 1407]
tender-email-phone: E-mail: tlhalur01@gmail.com ph No: 08170-218223 — [1145, 1864, 1433, 1878]
photo-road-family — [182, 760, 558, 991]
photo-womens-program — [1016, 149, 1502, 450]
date-kannada: 07 ನವೆಂಬರ್ 2025 — [515, 58, 641, 78]
column-divider — [794, 1207, 795, 1864]
masthead-day — [759, 34, 1122, 78]
tender-ref-number: ಸಂ: ತಾ.ಸಾ.ಆ/ಆಲೂರು/01/2024–25 — [1086, 1884, 1234, 1897]
photo-film-team — [928, 760, 1333, 952]
article-leopard — [1072, 1207, 1506, 1778]
article-congress — [8, 1872, 1064, 2359]
article-road-request-col-right: ರಸ್ತೆಯಲ್ಲಿ ಒತ್ತುವರಿ ಮಾಡಿ ನಾವು ನಮ್ಮ ಮನೆ ಸಂಪರ್ಕಿಸಲು ಆಗದಂತಹ ಪರಿಸ್ಥಿತಿ ಎದುರಾಗಿದೆ. ಈ ಬಗ್ಗೆ ಜಿಲ್ಲಾಡಳಿತಕ್ಕೆ ಹಲವು ಬಾರಿ ಮನವಿ ಸಲ್ಲಿಸಿದರು ಯಾವುದೇ ಪ್ರಯೋಜನವಾಗಿಲ್ಲ ಎಂದು ದೂರಿದರು. — [566, 762, 744, 841]
article-waste-water-col-right: ವಂತಿಗೆ ಕಟ್ಟಿದಂದ ಅಣಗೂರಿನ ಪ್ರಮುಖ ರಸ್ತೆಗಳ ಕಾಮಗಾರಿಗೆ 500 ಮೀಟರ್‌ನಷ್ಟು ರಸ್ತೆಯನ್ನು ಕಾಂಕ್ರೀಟ್‌ಗೊಳಿಸಲಾಗುವುದು. ಇದರಿಂದ ಗ್ರಾಮದ ಕೆಲವು ಭಾಗದ ಚರಂಡಿ ಸಮಸ್ಯೆ ನಿವಾರಣೆಯಾಗಲಿದೆ ಎಂದು ತಿಳಿಸಿದರು. — [470, 147, 585, 276]
article-waste-water-headline: ತ್ಯಾಜ್ಯ ನೀರು ಕೆರೆ ಸೇರದಂತೆ ಕ್ರಮ:ಶಾಸಕ ಸಿ.ಎನ್.ಬಾಲಕೃಷ್ಣ — [96, 109, 508, 134]
article-corruption-lead: ವೈಚಾರಿಕ ವಾರ್ತೆ, ಹಾಸನ: ಭ್ರಷ್ಟಾಚಾರ ನಿರ್ಮೂಲನೆ ಮಾಡುವುದು ಹೇಗೆ ಎಂಬುದು ನಮ್ಮ ಮುಂದಿರುವ ಸವಾಲಾಗಿದ್ದು, ಇದಕ್ಕೆ ಪ್ರತಿಯೊಬ್ಬರೂ ಕೈ ಜೋಡಿಸಬೇಕು ಎಂದು ಕರ್ನಾಟಕ ಮಹಿಳಾ ಆಯೋಗದ ಅಧ್ಯಕ್ಷರು ಅಭಿಪ್ರಾಯಪಟ್ಟರು. ನಗರದ ಸರ್ಕಾರಿ ಕಲಾ, ವಾಣಿಜ್ಯ ಮತ್ತು ಸ್ನಾತಕೋತ್ತರ ಕಾಲೇಜಿನಲ್ಲಿ ಏರ್ಪಡಿಸಿದ್ದ ಮಹಿಳಾ ದೌರ್ಜನ್ಯ ವಿರೋಧಿ ಹಾಗೂ ಸಮಾನತೆಯ ಮಹಿಳಾ ಕಾರ್ಯಕ್ರಮದಲ್ಲಿ ಭಾಗವಹಿಸಿ ಅವರು ಮಾತನಾಡಿದರು. ಮಹಿಳೆಯರ ಮೇಲಿನ ದೌರ್ಜನ್ಯ ತಡೆಯಲು ಪ್ರತಿಯೊಬ್ಬರಲ್ಲೂ ಜಾಗೃತಿ ಮೂಡಬೇಕಾಗಿದೆ. ಮಹಿಳೆಯರು ಸ್ವಾಭಿಮಾನದಿಂದ ಬದುಕು ಕಟ್ಟಿಕೊಳ್ಳಬೇಕು. ಯಾವುದೇ ಕೆಲಸವನ್ನು ಮುಂದೂಡದೆ ಶ್ರದ್ಧೆಯಿಂದ ಮಾಡಬೇಕು ಎಂದು ವಿದ್ಯಾರ್ಥಿನಿಯರಿಗೆ ಕಿವಿಮಾತು ಹೇಳಿದರು. — [604, 150, 1008, 262]
tender-govt-line: (ಕರ್ನಾಟಕ ಸರ್ಕಾರ) — [1248, 1800, 1330, 1814]
article-waste-water — [8, 94, 596, 659]
article-waste-water-col-left: ವೈಚಾರಿಕ ವಾರ್ತೆ, ಚನ್ನರಾಯಪಟ್ಟಣ: ತ್ಯಾಜ್ಯ ನೀರು ಗ್ರಾಮದ ಕೆರೆ ಸೇರುತ್ತಿದ್ದು, ಇದರಿಂದ ಗ್ರಾಮದ ಜನರಿಗೆ ಆಗುತ್ತಿರುವ ತೊಂದರೆ ನಿವಾರಣೆಗಾಗಿ ಕಾವೇರಿ ನೀರಾವರಿ ನಿಗಮಕ್ಕೆ 5 ಕೋಟಿ ರೂ.ಗಳ ಅನುದಾನಕ್ಕಾಗಿ ಪ್ರಸ್ತಾವನೆ ಸಲ್ಲಿಸಲಾಗಿದೆ ಎಂದು ಶಾಸಕ ಸಿ.ಎನ್.ಬಾಲಕೃಷ್ಣ ಹೇಳಿದರು. — [19, 147, 134, 325]
scholarship-body: ಹಾಸನ: ಸಮಾಜ ಕಲ್ಯಾಣ ಇಲಾಖೆಯಿಂದ ಅನುಸೂಚಿತ ಜಾತಿಯ ವಿದ್ಯಾರ್ಥಿಗಳು ಮೆಟ್ರಿಕ್ ನಂತರದ ವಿದ್ಯಾರ್ಥಿ ವೇತನ ಪಡೆಯಲು ಬಯೋಮೆಟ್ರಿಕ್ ಇ-ದೃಢೀಕರಣ ಕಡ್ಡಾಯ ಎಂದು ಹಾಸನ ತಾಲ್ಲೂಕು ಸಹಾಯಕ ನಿರ್ದೇಶಕರು ತಿಳಿಸಿದ್ದಾರೆ. ವ್ಯಾಸಂಗ ಮಾಡುತ್ತಿರುವ ಪರಿಶಿಷ್ಟ ಜಾತಿಗೆ ಸೇರಿದ ವಿದ್ಯಾರ್ಥಿಗಳು ನವೆಂಬರ್ 15 ರೊಳಗಾಗಿ ಇಲಾಖೆ ಕಚೇರಿಯಲ್ಲಿ ದೃಢೀಕರಣ ಮಾಡಿಸಬೇಕು. — [484, 1711, 790, 1790]
article-disha — [484, 1437, 790, 1864]
